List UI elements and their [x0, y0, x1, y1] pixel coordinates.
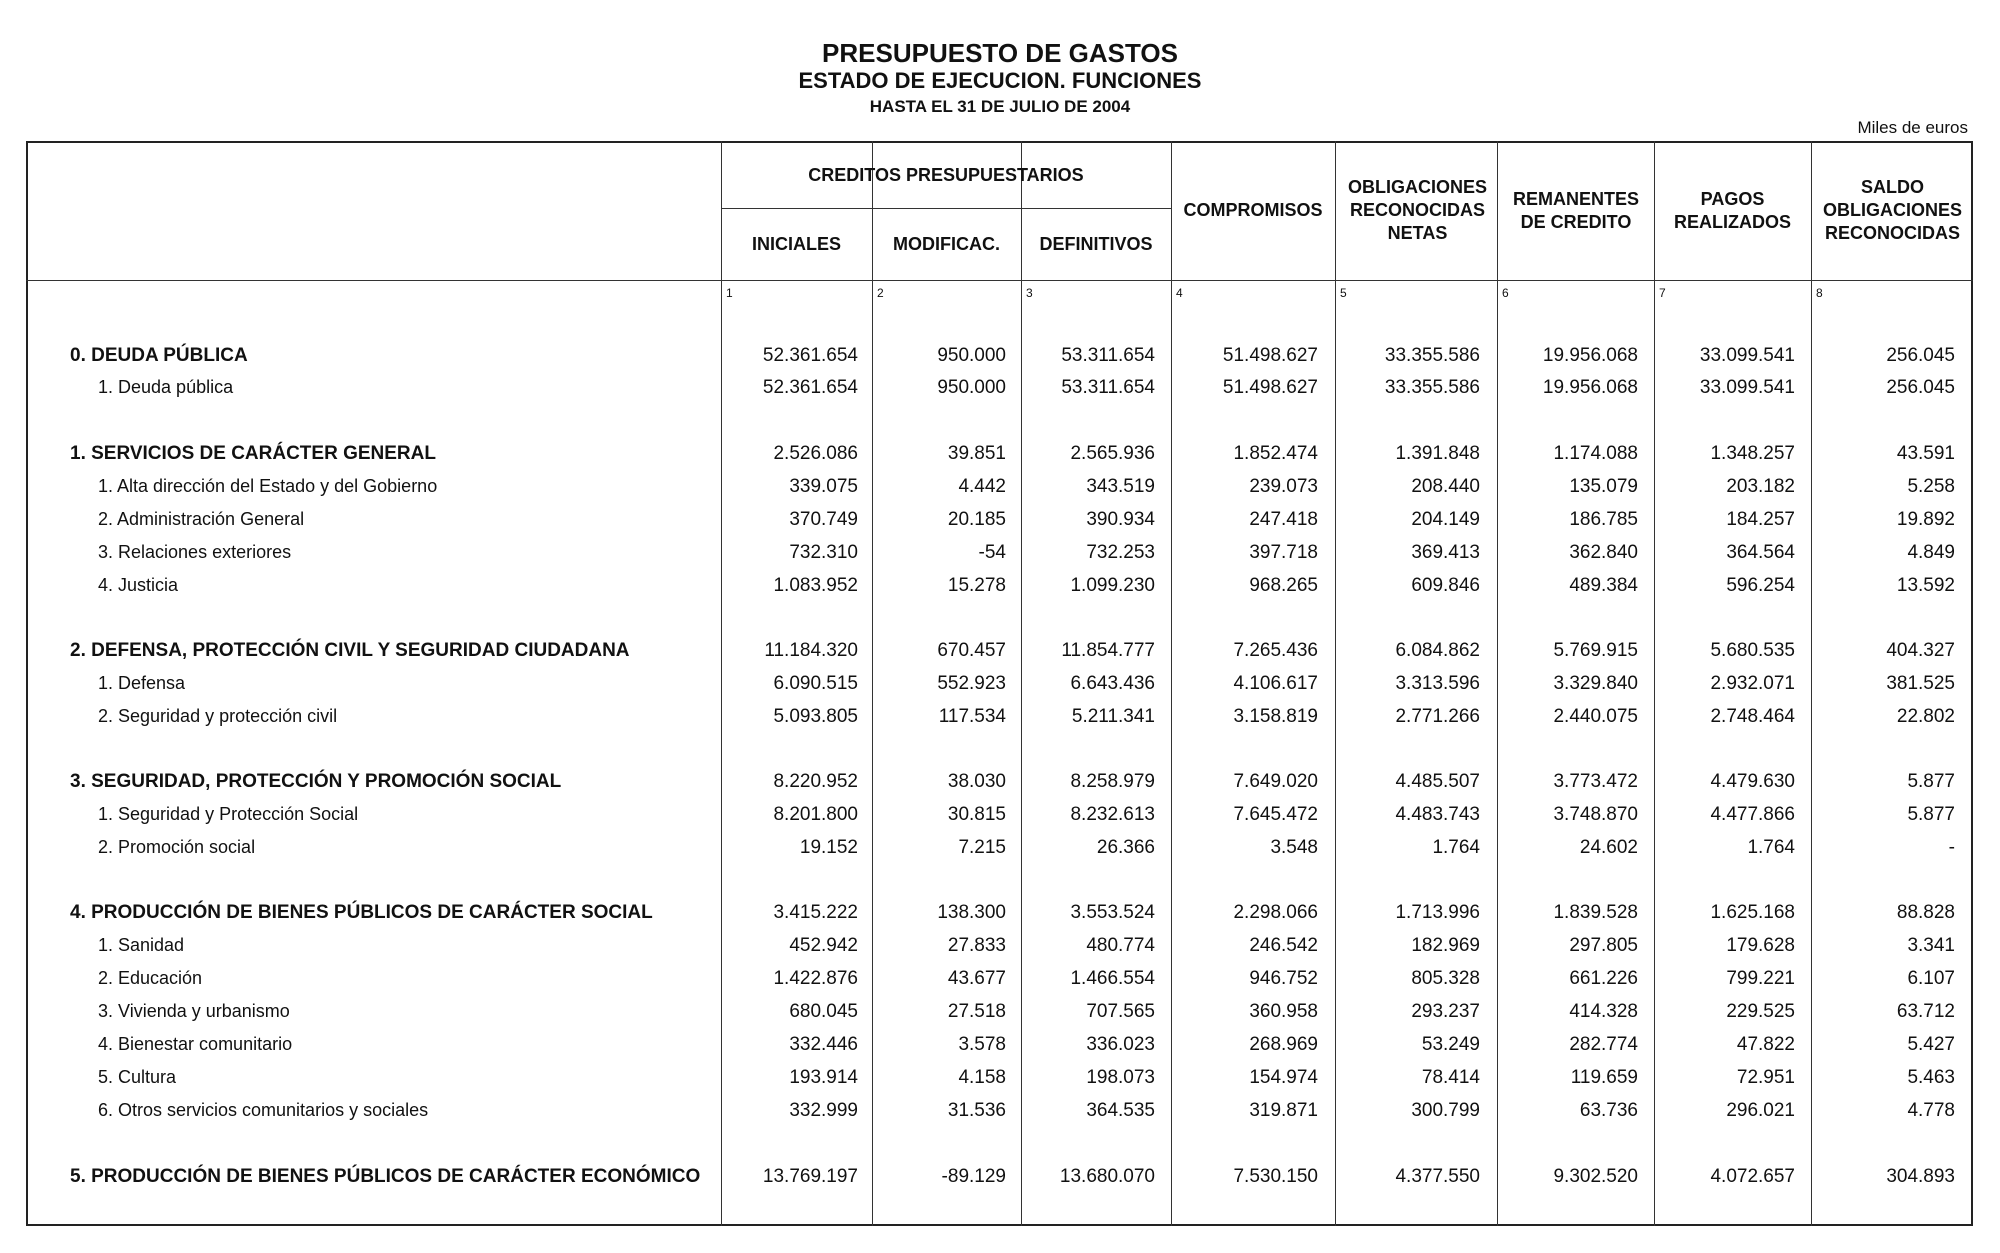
cell-value: 88.828 [1896, 902, 1955, 923]
cell-value: 4.106.617 [1233, 673, 1318, 694]
header-saldo: SALDO OBLIGACIONES RECONOCIDAS [1822, 177, 1962, 243]
subsection-label: 2. Seguridad y protección civil [98, 706, 338, 726]
table-row [26, 833, 1973, 863]
cell-value: 13.592 [1896, 575, 1955, 596]
table-row [26, 669, 1973, 699]
page-subtitle: ESTADO DE EJECUCION. FUNCIONES [798, 68, 1202, 93]
cell-value: 22.802 [1896, 706, 1955, 727]
cell-value: - [1948, 837, 1955, 858]
table-row [26, 439, 1973, 469]
cell-value: 2.748.464 [1710, 706, 1795, 727]
cell-value: 33.355.586 [1384, 377, 1480, 398]
cell-value: 2.932.071 [1710, 673, 1795, 694]
column-number: 8 [1816, 286, 1823, 300]
cell-value: 489.384 [1569, 575, 1638, 596]
section-label: 3. SEGURIDAD, PROTECCIÓN Y PROMOCIÓN SOCIAL [70, 771, 562, 792]
cell-value: 369.413 [1411, 542, 1480, 563]
cell-value: 8.220.952 [773, 771, 858, 792]
cell-value: 2.526.086 [773, 443, 858, 464]
cell-value: 229.525 [1726, 1001, 1795, 1022]
cell-value: 799.221 [1726, 968, 1795, 989]
subsection-label: 3. Relaciones exteriores [98, 542, 292, 562]
cell-value: 7.645.472 [1233, 804, 1318, 825]
header-pagos: PAGOS REALIZADOS [1674, 188, 1791, 232]
cell-value: 24.602 [1579, 837, 1638, 858]
cell-value: 609.846 [1411, 575, 1480, 596]
cell-value: 946.752 [1249, 968, 1318, 989]
cell-value: 1.099.230 [1070, 575, 1155, 596]
column-number: 2 [877, 286, 884, 300]
cell-value: 661.226 [1569, 968, 1638, 989]
header-creditos: CREDITOS PRESUPUESTARIOS [808, 164, 1084, 185]
cell-value: 43.677 [947, 968, 1006, 989]
subsection-label: 5. Cultura [98, 1067, 177, 1087]
cell-value: 282.774 [1569, 1034, 1638, 1055]
table-row [26, 767, 1973, 797]
cell-value: 1.852.474 [1233, 443, 1318, 464]
cell-value: 15.278 [947, 575, 1006, 596]
subsection-label: 6. Otros servicios comunitarios y sociales [98, 1100, 429, 1120]
cell-value: 4.849 [1907, 542, 1955, 563]
cell-value: 1.713.996 [1395, 902, 1480, 923]
column-number: 3 [1026, 286, 1033, 300]
cell-value: 9.302.520 [1553, 1166, 1638, 1187]
cell-value: 53.249 [1421, 1034, 1480, 1055]
cell-value: 707.565 [1086, 1001, 1155, 1022]
cell-value: 52.361.654 [762, 345, 858, 366]
table-row [26, 1162, 1973, 1192]
cell-value: 680.045 [789, 1001, 858, 1022]
cell-value: -89.129 [941, 1166, 1006, 1187]
header-compromisos: COMPROMISOS [1183, 200, 1323, 220]
cell-value: 7.530.150 [1233, 1166, 1318, 1187]
cell-value: 3.578 [958, 1034, 1006, 1055]
section-label: 1. SERVICIOS DE CARÁCTER GENERAL [70, 443, 436, 464]
cell-value: 26.366 [1096, 837, 1155, 858]
cell-value: 7.265.436 [1233, 640, 1318, 661]
cell-value: 370.749 [789, 509, 858, 530]
cell-value: 138.300 [937, 902, 1006, 923]
cell-value: 1.174.088 [1553, 443, 1638, 464]
cell-value: 6.084.862 [1395, 640, 1480, 661]
subsection-label: 2. Educación [98, 968, 203, 988]
cell-value: 19.956.068 [1542, 345, 1638, 366]
cell-value: 4.778 [1907, 1100, 1955, 1121]
cell-value: 8.258.979 [1070, 771, 1155, 792]
cell-value: 72.951 [1736, 1067, 1795, 1088]
unit-label: Miles de euros [1857, 118, 1968, 137]
cell-value: 184.257 [1726, 509, 1795, 530]
column-number: 7 [1659, 286, 1666, 300]
cell-value: 1.422.876 [773, 968, 858, 989]
table-row [26, 472, 1973, 502]
section-label: 2. DEFENSA, PROTECCIÓN CIVIL Y SEGURIDAD CIUDADANA [70, 640, 630, 661]
cell-value: 339.075 [789, 476, 858, 497]
cell-value: 296.021 [1726, 1100, 1795, 1121]
header-divider [26, 280, 1973, 281]
cell-value: 33.099.541 [1699, 377, 1795, 398]
cell-value: 2.565.936 [1070, 443, 1155, 464]
cell-value: 4.377.550 [1395, 1166, 1480, 1187]
cell-value: 332.999 [789, 1100, 858, 1121]
cell-value: 6.107 [1907, 968, 1955, 989]
cell-value: 2.298.066 [1233, 902, 1318, 923]
cell-value: 51.498.627 [1222, 345, 1318, 366]
cell-value: 1.391.848 [1395, 443, 1480, 464]
cell-value: 63.712 [1896, 1001, 1955, 1022]
cell-value: 247.418 [1249, 509, 1318, 530]
table-row [26, 1096, 1973, 1126]
column-number: 1 [726, 286, 733, 300]
cell-value: 596.254 [1726, 575, 1795, 596]
cell-value: 343.519 [1086, 476, 1155, 497]
cell-value: 404.327 [1886, 640, 1955, 661]
cell-value: 950.000 [937, 377, 1006, 398]
header-definitivos: DEFINITIVOS [1039, 233, 1153, 254]
cell-value: 13.680.070 [1059, 1166, 1155, 1187]
cell-value: 6.643.436 [1070, 673, 1155, 694]
date-line: HASTA EL 31 DE JULIO DE 2004 [869, 97, 1131, 116]
cell-value: 3.329.840 [1553, 673, 1638, 694]
section-label: 4. PRODUCCIÓN DE BIENES PÚBLICOS DE CARÁCTER SOCIAL [70, 902, 653, 923]
cell-value: 3.313.596 [1395, 673, 1480, 694]
cell-value: 11.184.320 [764, 640, 858, 661]
table-row [26, 1030, 1973, 1060]
cell-value: 360.958 [1249, 1001, 1318, 1022]
cell-value: 3.341 [1907, 935, 1955, 956]
table-row [26, 636, 1973, 666]
header-obligaciones: OBLIGACIONES RECONOCIDAS NETAS [1347, 177, 1487, 243]
cell-value: 3.773.472 [1553, 771, 1638, 792]
cell-value: 19.956.068 [1542, 377, 1638, 398]
cell-value: 4.479.630 [1710, 771, 1795, 792]
cell-value: 336.023 [1086, 1034, 1155, 1055]
cell-value: 8.201.800 [773, 804, 858, 825]
cell-value: 135.079 [1569, 476, 1638, 497]
page-title: PRESUPUESTO DE GASTOS [822, 38, 1178, 68]
section-label: 5. PRODUCCIÓN DE BIENES PÚBLICOS DE CARÁCTER ECONÓMICO [70, 1166, 701, 1187]
table-row [26, 373, 1973, 403]
cell-value: 300.799 [1411, 1100, 1480, 1121]
cell-value: 198.073 [1086, 1067, 1155, 1088]
cell-value: 4.477.866 [1710, 804, 1795, 825]
cell-value: 182.969 [1411, 935, 1480, 956]
cell-value: 362.840 [1569, 542, 1638, 563]
cell-value: 203.182 [1726, 476, 1795, 497]
cell-value: 6.090.515 [773, 673, 858, 694]
cell-value: 3.748.870 [1553, 804, 1638, 825]
column-number: 4 [1176, 286, 1183, 300]
cell-value: 53.311.654 [1061, 377, 1155, 398]
cell-value: 5.877 [1907, 804, 1955, 825]
table-row [26, 1063, 1973, 1093]
header-remanentes: REMANENTES DE CREDITO [1512, 188, 1639, 232]
table-row [26, 898, 1973, 928]
cell-value: 381.525 [1886, 673, 1955, 694]
cell-value: 4.072.657 [1710, 1166, 1795, 1187]
table-row [26, 341, 1973, 371]
cell-value: 33.099.541 [1699, 345, 1795, 366]
cell-value: 1.466.554 [1070, 968, 1155, 989]
column-number: 5 [1340, 286, 1347, 300]
cell-value: 193.914 [789, 1067, 858, 1088]
header-divider [721, 208, 1171, 209]
cell-value: 5.258 [1907, 476, 1955, 497]
cell-value: 51.498.627 [1222, 377, 1318, 398]
cell-value: 805.328 [1411, 968, 1480, 989]
cell-value: 1.764 [1747, 837, 1795, 858]
cell-value: 27.518 [947, 1001, 1006, 1022]
cell-value: 43.591 [1896, 443, 1955, 464]
cell-value: 7.649.020 [1233, 771, 1318, 792]
cell-value: 319.871 [1249, 1100, 1318, 1121]
table-row [26, 702, 1973, 732]
cell-value: 239.073 [1249, 476, 1318, 497]
subsection-label: 1. Defensa [98, 673, 186, 693]
cell-value: 204.149 [1411, 509, 1480, 530]
cell-value: 364.535 [1086, 1100, 1155, 1121]
cell-value: 47.822 [1736, 1034, 1795, 1055]
cell-value: 246.542 [1249, 935, 1318, 956]
cell-value: 256.045 [1886, 377, 1955, 398]
cell-value: 1.839.528 [1553, 902, 1638, 923]
cell-value: 186.785 [1569, 509, 1638, 530]
cell-value: 3.548 [1270, 837, 1318, 858]
cell-value: 8.232.613 [1070, 804, 1155, 825]
cell-value: 52.361.654 [762, 377, 858, 398]
cell-value: 5.093.805 [773, 706, 858, 727]
cell-value: 5.769.915 [1553, 640, 1638, 661]
cell-value: 732.310 [789, 542, 858, 563]
cell-value: 452.942 [789, 935, 858, 956]
cell-value: 63.736 [1579, 1100, 1638, 1121]
header-iniciales: INICIALES [751, 233, 841, 254]
subsection-label: 4. Justicia [98, 575, 179, 595]
cell-value: 2.771.266 [1395, 706, 1480, 727]
subsection-label: 3. Vivienda y urbanismo [98, 1001, 290, 1021]
section-label: 0. DEUDA PÚBLICA [70, 345, 248, 366]
cell-value: 33.355.586 [1384, 345, 1480, 366]
table-row [26, 538, 1973, 568]
cell-value: 154.974 [1249, 1067, 1318, 1088]
cell-value: 2.440.075 [1553, 706, 1638, 727]
cell-value: 38.030 [947, 771, 1006, 792]
cell-value: 5.463 [1907, 1067, 1955, 1088]
subsection-label: 1. Sanidad [98, 935, 185, 955]
cell-value: 397.718 [1249, 542, 1318, 563]
cell-value: 480.774 [1086, 935, 1155, 956]
cell-value: 414.328 [1569, 1001, 1638, 1022]
cell-value: 4.483.743 [1395, 804, 1480, 825]
cell-value: 19.892 [1896, 509, 1955, 530]
subsection-label: 4. Bienestar comunitario [98, 1034, 293, 1054]
cell-value: 1.764 [1432, 837, 1480, 858]
header-modificac: MODIFICAC. [893, 233, 1000, 254]
cell-value: 390.934 [1086, 509, 1155, 530]
cell-value: 950.000 [937, 345, 1006, 366]
table-row [26, 931, 1973, 961]
cell-value: 3.158.819 [1233, 706, 1318, 727]
cell-value: 297.805 [1569, 935, 1638, 956]
cell-value: 19.152 [799, 837, 858, 858]
subsection-label: 1. Alta dirección del Estado y del Gobierno [98, 476, 438, 496]
cell-value: 5.211.341 [1071, 706, 1155, 727]
cell-value: 5.877 [1907, 771, 1955, 792]
cell-value: 13.769.197 [762, 1166, 858, 1187]
table-row [26, 997, 1973, 1027]
table-row [26, 571, 1973, 601]
cell-value: 1.625.168 [1710, 902, 1795, 923]
subsection-label: 2. Administración General [98, 509, 305, 529]
cell-value: 78.414 [1421, 1067, 1480, 1088]
cell-value: 208.440 [1411, 476, 1480, 497]
subsection-label: 2. Promoción social [98, 837, 256, 857]
table-row [26, 964, 1973, 994]
cell-value: 5.427 [1907, 1034, 1955, 1055]
cell-value: 968.265 [1249, 575, 1318, 596]
cell-value: 1.083.952 [773, 575, 858, 596]
cell-value: 7.215 [958, 837, 1006, 858]
column-number: 6 [1502, 286, 1509, 300]
cell-value: 3.553.524 [1070, 902, 1155, 923]
cell-value: 4.442 [958, 476, 1006, 497]
cell-value: 268.969 [1249, 1034, 1318, 1055]
cell-value: 179.628 [1726, 935, 1795, 956]
cell-value: 304.893 [1886, 1166, 1955, 1187]
table-row [26, 800, 1973, 830]
subsection-label: 1. Seguridad y Protección Social [98, 804, 359, 824]
cell-value: 332.446 [789, 1034, 858, 1055]
cell-value: 31.536 [947, 1100, 1006, 1121]
cell-value: 732.253 [1086, 542, 1155, 563]
cell-value: 5.680.535 [1710, 640, 1795, 661]
cell-value: 11.854.777 [1061, 640, 1155, 661]
cell-value: 293.237 [1411, 1001, 1480, 1022]
cell-value: 552.923 [937, 673, 1006, 694]
cell-value: 53.311.654 [1061, 345, 1155, 366]
cell-value: 117.534 [938, 706, 1006, 727]
cell-value: 4.158 [958, 1067, 1006, 1088]
cell-value: 27.833 [947, 935, 1006, 956]
cell-value: 1.348.257 [1710, 443, 1795, 464]
table-row [26, 505, 1973, 535]
cell-value: 20.185 [947, 509, 1006, 530]
cell-value: -54 [978, 542, 1006, 563]
subsection-label: 1. Deuda pública [98, 377, 234, 397]
cell-value: 364.564 [1726, 542, 1795, 563]
cell-value: 119.659 [1570, 1067, 1638, 1088]
cell-value: 4.485.507 [1395, 771, 1480, 792]
cell-value: 670.457 [937, 640, 1006, 661]
cell-value: 30.815 [947, 804, 1006, 825]
cell-value: 256.045 [1886, 345, 1955, 366]
cell-value: 39.851 [947, 443, 1006, 464]
cell-value: 3.415.222 [773, 902, 858, 923]
